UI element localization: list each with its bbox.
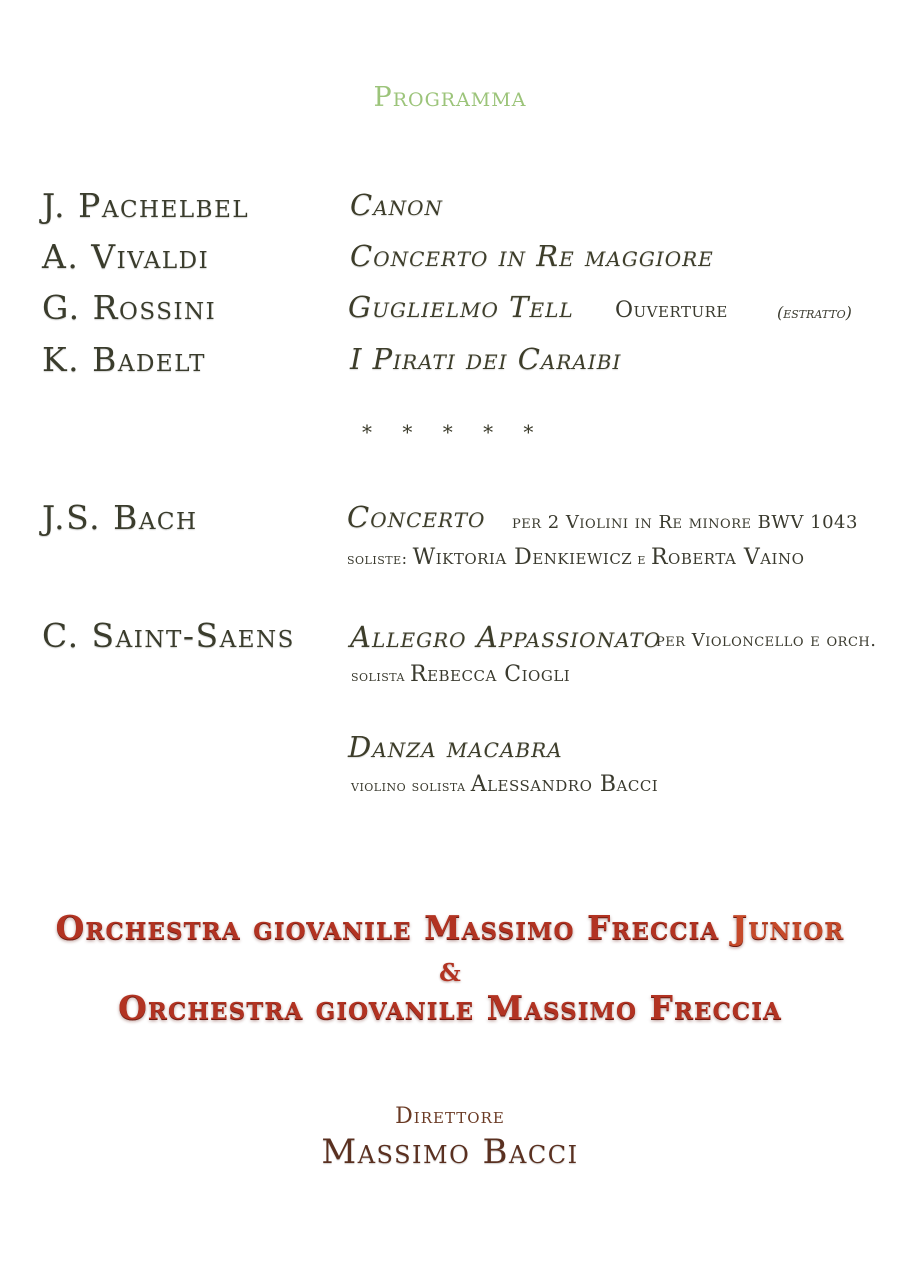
composer-pachelbel: J. Pachelbel xyxy=(42,186,250,225)
soloist-name-1: Wiktoria Denkiewicz xyxy=(412,545,633,570)
orchestra-junior-suffix: Junior xyxy=(731,908,845,947)
work-detail-allegro: per Violoncello e orch. xyxy=(656,630,877,651)
work-canon: Canon xyxy=(350,188,444,222)
soloist-label: solista xyxy=(351,666,405,685)
ampersand: & xyxy=(439,958,461,987)
soloist-name: Rebecca Ciogli xyxy=(410,662,571,687)
page-title: Programma xyxy=(373,82,527,113)
composer-vivaldi: A. Vivaldi xyxy=(42,237,210,276)
composer-bach: J.S. Bach xyxy=(42,498,198,537)
soloist-allegro xyxy=(351,662,570,687)
work-concerto-bach: Concerto xyxy=(347,500,486,534)
director-name: Massimo Bacci xyxy=(321,1132,579,1172)
separator-asterisks: * * * * * xyxy=(362,420,546,444)
orchestra-junior xyxy=(0,908,900,947)
soloist-conjunction: e xyxy=(637,549,646,568)
soloist-label: violino solista xyxy=(351,776,466,795)
soloist-danza xyxy=(351,772,658,797)
work-concerto-re-maggiore: Concerto in Re maggiore xyxy=(350,239,714,273)
work-detail-bach: per 2 Violini in Re minore BWV 1043 xyxy=(512,512,858,533)
work-allegro-appassionato: Allegro Appassionato xyxy=(350,620,662,654)
work-ouverture: Ouverture xyxy=(615,298,728,323)
work-guglielmo-tell: Guglielmo Tell xyxy=(348,290,574,324)
composer-badelt: K. Badelt xyxy=(42,340,206,379)
composer-rossini: G. Rossini xyxy=(42,288,217,327)
composer-saint-saens: C. Saint-Saens xyxy=(42,616,295,655)
work-pirati-caraibi: I Pirati dei Caraibi xyxy=(350,342,622,376)
soloists-bach xyxy=(347,545,804,570)
soloist-name: Alessandro Bacci xyxy=(470,772,659,797)
work-note-estratto: (estratto) xyxy=(777,303,852,322)
orchestra-main: Orchestra giovanile Massimo Freccia xyxy=(118,988,782,1027)
work-danza-macabra: Danza macabra xyxy=(348,730,563,764)
soloist-name-2: Roberta Vaino xyxy=(650,545,805,570)
orchestra-name: Orchestra giovanile Massimo Freccia xyxy=(55,908,720,947)
soloist-label: soliste: xyxy=(347,549,408,568)
director-label: Direttore xyxy=(395,1104,505,1129)
